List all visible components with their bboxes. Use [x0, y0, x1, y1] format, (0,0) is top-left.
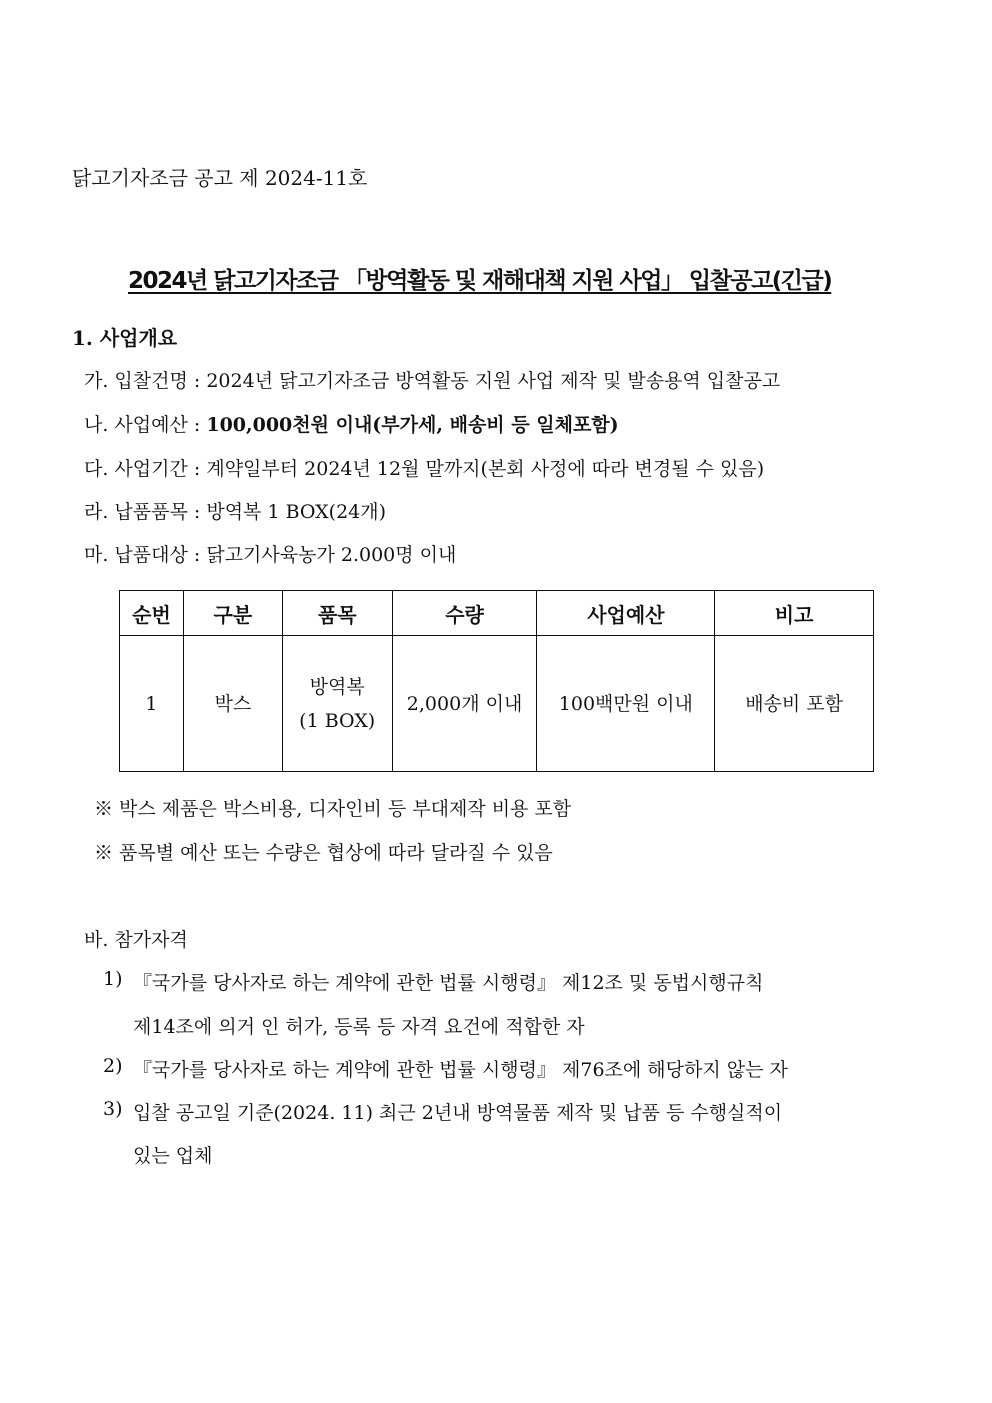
overview-item-bid-name	[84, 366, 780, 393]
cell-item-line1: 방역복	[309, 675, 365, 698]
overview-item-budget	[84, 410, 619, 437]
cell-item-line2: (1 BOX)	[299, 709, 376, 732]
qualification-item-text: 입찰 공고일 기준(2024. 11) 최근 2년내 방역물품 제작 및 납품 등 수행실적이	[133, 1102, 783, 1124]
qualification-item-number: 1)	[103, 968, 123, 990]
item-value: 닭고기사육농가 2.000명 이내	[206, 544, 457, 566]
overview-item-delivery-goods	[84, 497, 386, 524]
section-heading-overview: 1. 사업개요	[72, 326, 178, 350]
qualification-item-text: 있는 업체	[133, 1145, 213, 1167]
qualification-item-number: 3)	[103, 1098, 123, 1120]
notice-number: 닭고기자조금 공고 제 2024-11호	[72, 166, 368, 190]
cell-budget: 100백만원 이내	[537, 636, 715, 772]
item-label: 가. 입찰건명 :	[84, 370, 201, 392]
table-header-row	[120, 591, 874, 636]
cell-remark: 배송비 포함	[715, 636, 874, 772]
item-value: 2024년 닭고기자조금 방역활동 지원 사업 제작 및 발송용역 입찰공고	[206, 370, 781, 392]
section-heading-qualification: 바. 참가자격	[84, 929, 188, 951]
column-header: 수량	[392, 591, 537, 636]
column-header: 구분	[183, 591, 282, 636]
table-row	[120, 636, 874, 772]
cell-item	[282, 636, 392, 772]
overview-item-period	[84, 454, 764, 481]
item-value: 100,000천원 이내(부가세, 배송비 등 일체포함)	[206, 414, 619, 436]
item-label: 다. 사업기간 :	[84, 458, 201, 480]
cell-no: 1	[120, 636, 184, 772]
column-header: 품목	[282, 591, 392, 636]
budget-table	[119, 590, 874, 772]
note-budget-change: ※ 품목별 예산 또는 수량은 협상에 따라 달라질 수 있음	[94, 842, 553, 864]
qualification-item-text: 『국가를 당사자로 하는 계약에 관한 법률 시행령』 제76조에 해당하지 않는 자	[133, 1059, 788, 1081]
item-value: 방역복 1 BOX(24개)	[206, 501, 387, 523]
page-title: 2024년 닭고기자조금 「방역활동 및 재해대책 지원 사업」 입찰공고(긴급)	[128, 268, 832, 294]
note-box-cost: ※ 박스 제품은 박스비용, 디자인비 등 부대제작 비용 포함	[94, 798, 572, 820]
item-label: 마. 납품대상 :	[84, 544, 201, 566]
qualification-item-text: 『국가를 당사자로 하는 계약에 관한 법률 시행령』 제12조 및 동법시행규칙	[133, 972, 764, 994]
item-label: 라. 납품품목 :	[84, 501, 201, 523]
qualification-item-text: 제14조에 의거 인 허가, 등록 등 자격 요건에 적합한 자	[133, 1016, 585, 1038]
item-value: 계약일부터 2024년 12월 말까지(본회 사정에 따라 변경될 수 있음)	[206, 458, 765, 480]
column-header: 비고	[715, 591, 874, 636]
cell-category: 박스	[183, 636, 282, 772]
column-header: 순번	[120, 591, 184, 636]
column-header: 사업예산	[537, 591, 715, 636]
item-label: 나. 사업예산 :	[84, 414, 201, 436]
qualification-item-number: 2)	[103, 1055, 123, 1077]
cell-quantity: 2,000개 이내	[392, 636, 537, 772]
overview-item-delivery-target	[84, 540, 456, 567]
